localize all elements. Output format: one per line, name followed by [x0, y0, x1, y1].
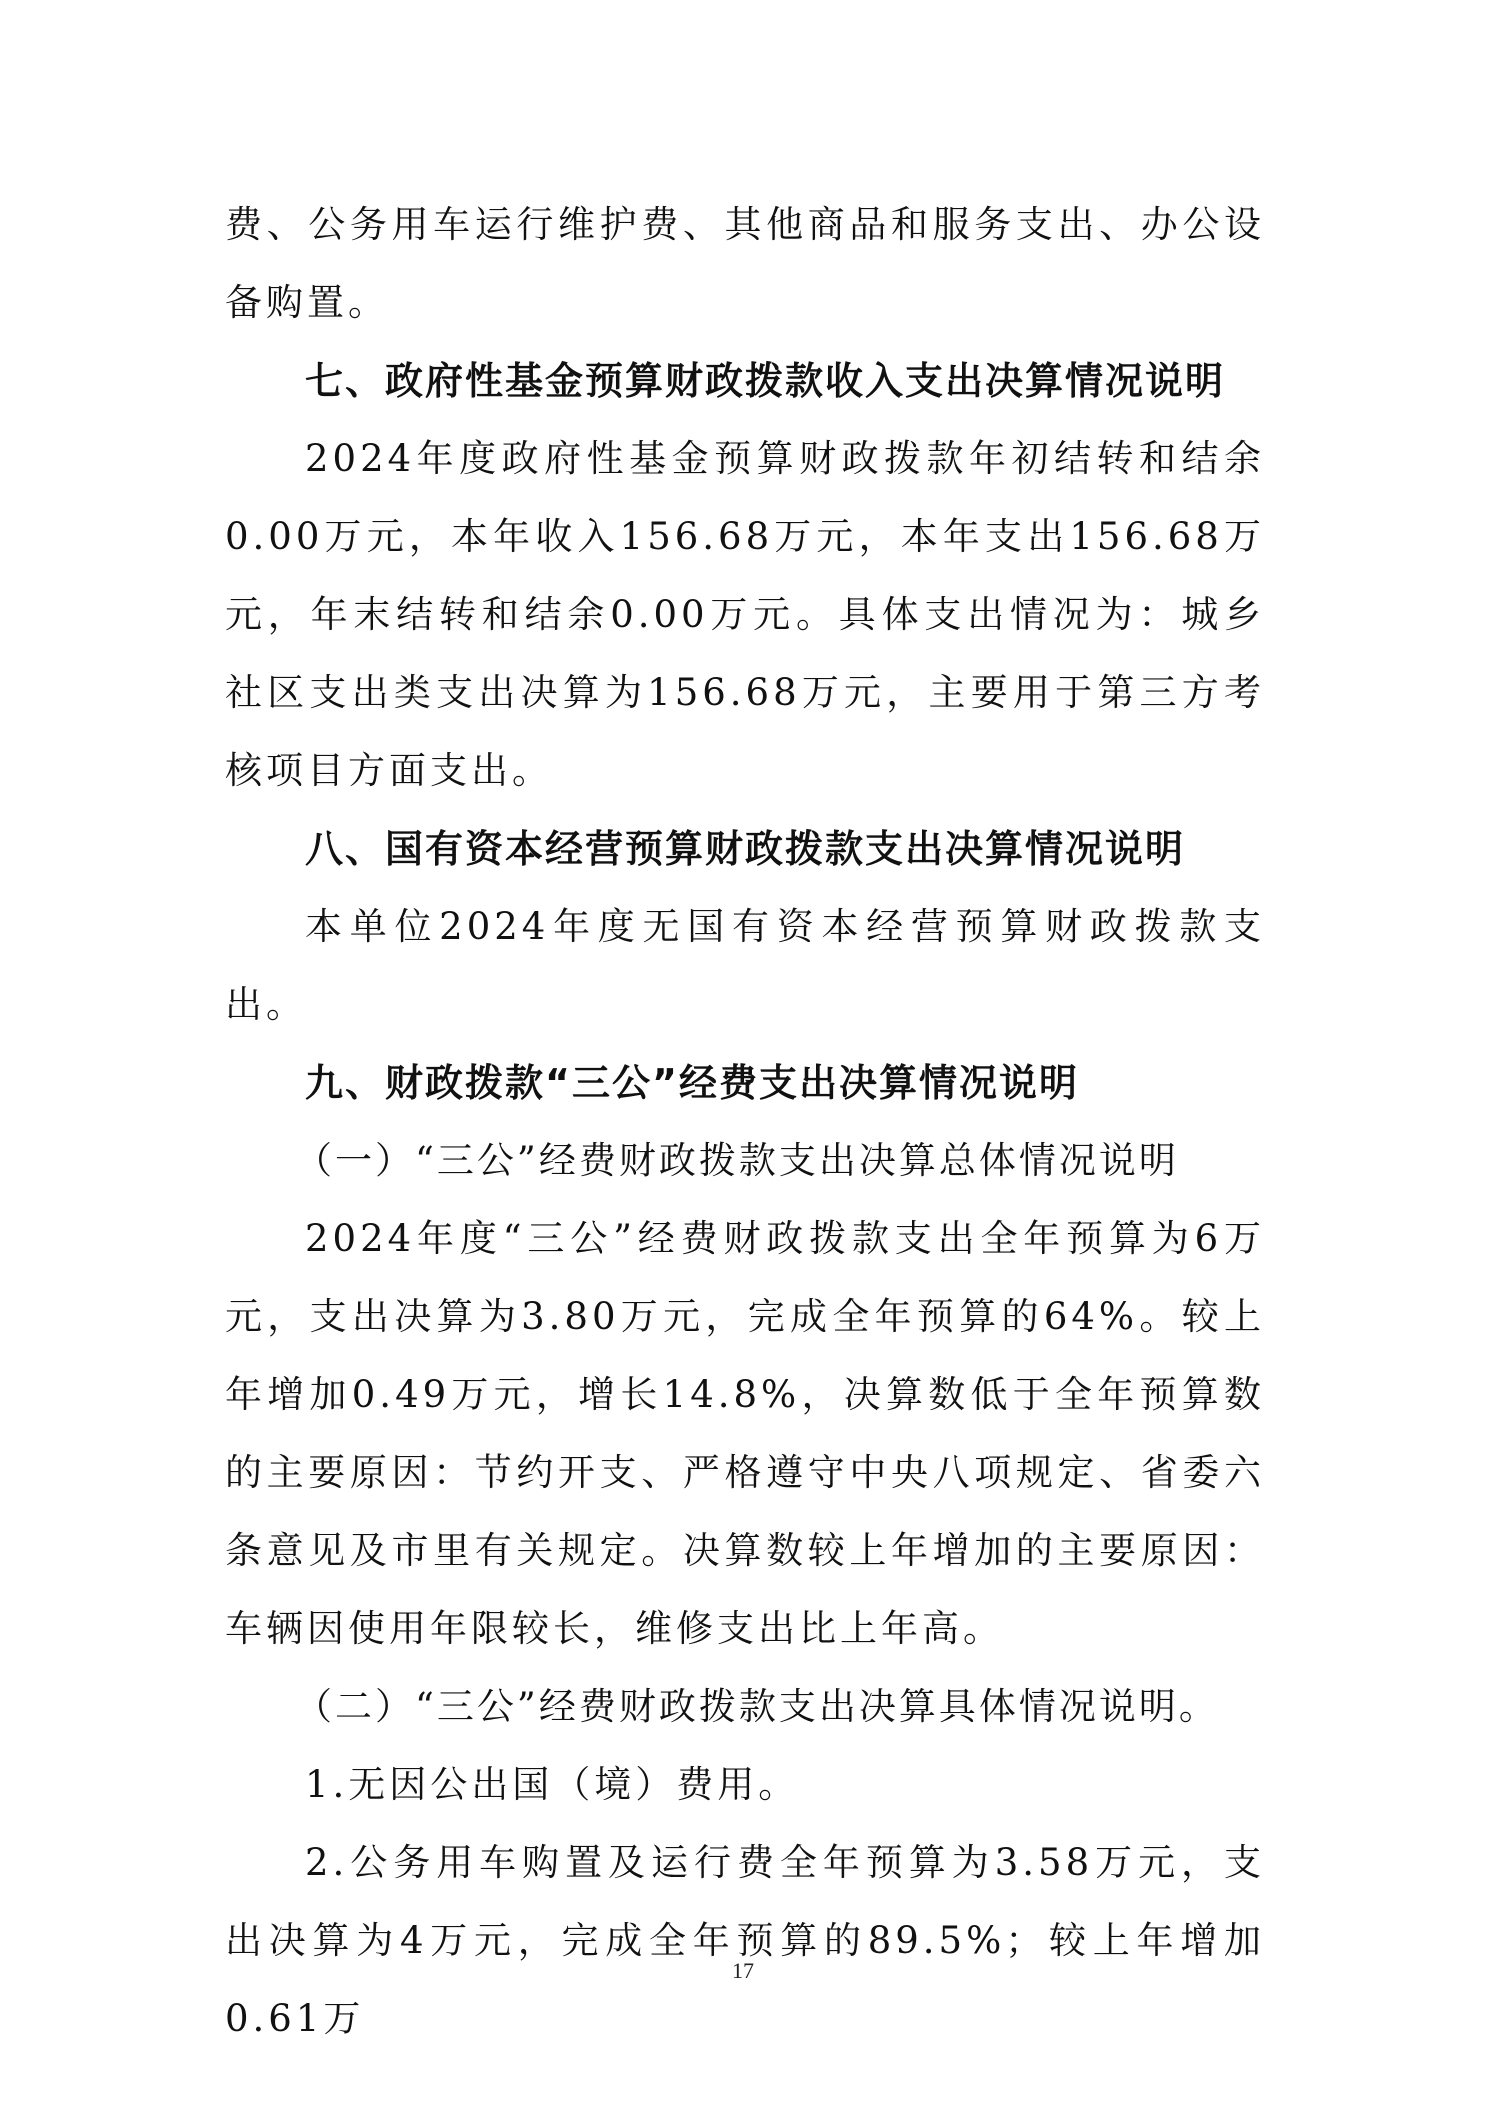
paragraph-continuation: 费、公务用车运行维护费、其他商品和服务支出、办公设备购置。 [225, 203, 1265, 324]
section-heading-9: 九、财政拨款“三公”经费支出决算情况说明 [305, 1061, 1079, 1105]
paragraph-item-2: 2.公务用车购置及运行费全年预算为3.58万元，支出决算为4万元，完成全年预算的89.5%；较上年增加0.61万 [225, 1841, 1265, 2040]
page-content [225, 186, 1265, 2058]
page-number: 17 [732, 1958, 754, 1983]
paragraph-state-capital: 本单位2024年度无国有资本经营预算财政拨款支出。 [225, 905, 1265, 1026]
section-heading-8: 八、国有资本经营预算财政拨款支出决算情况说明 [305, 827, 1186, 871]
paragraph-three-public-overall: 2024年度“三公”经费财政拨款支出全年预算为6万元，支出决算为3.80万元，完成全年预算的64%。较上年增加0.49万元，增长14.8%，决算数低于全年预算数的主要原因：节约开支、严格遵守中央八项规定、省委六条意见及市里有关规定。决算数较上年增加的主要原因：车辆因使用年限较长，维修支出比上年高。 [225, 1217, 1265, 1650]
section-heading-7: 七、政府性基金预算财政拨款收入支出决算情况说明 [305, 359, 1226, 403]
subsection-heading-2: （二）“三公”经费财政拨款支出决算具体情况说明。 [295, 1685, 1219, 1728]
paragraph-item-1: 1.无因公出国（境）费用。 [305, 1763, 800, 1806]
paragraph-gov-fund: 2024年度政府性基金预算财政拨款年初结转和结余0.00万元，本年收入156.68万元，本年支出156.68万元，年末结转和结余0.00万元。具体支出情况为：城乡社区支出类支出决算为156.68万元，主要用于第三方考核项目方面支出。 [225, 437, 1265, 792]
subsection-heading-1: （一）“三公”经费财政拨款支出决算总体情况说明 [295, 1139, 1179, 1182]
